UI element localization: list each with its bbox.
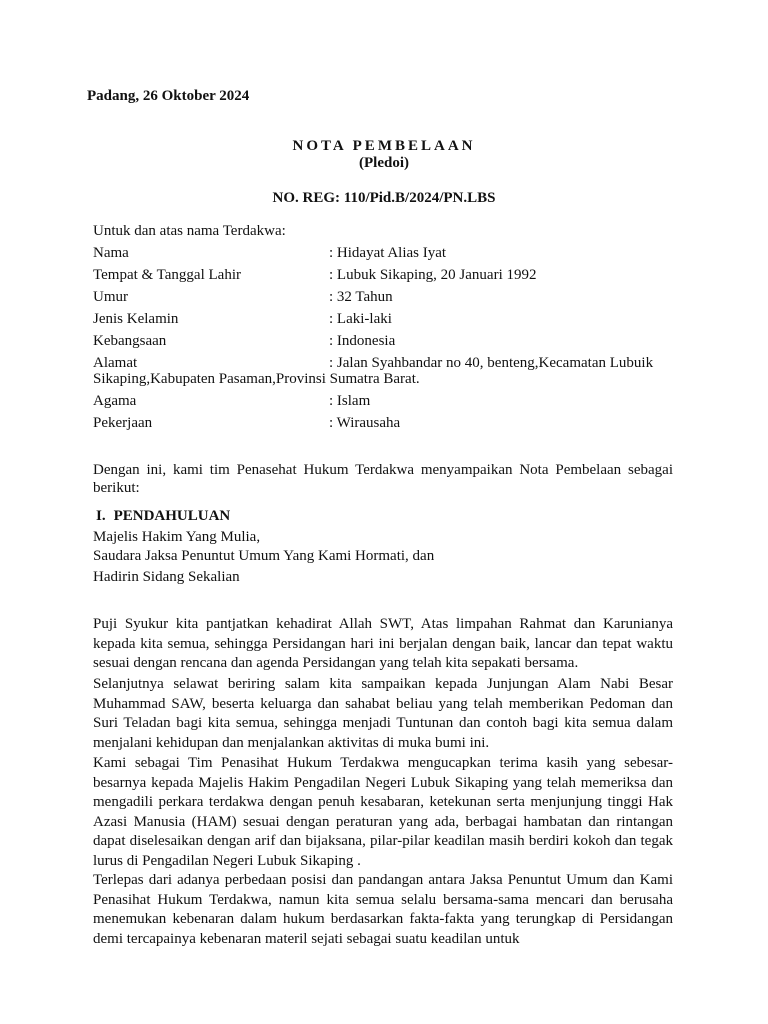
body-paragraph: Puji Syukur kita pantjatkan kehadirat Allah SWT, Atas limpahan Rahmat dan Karunianya kepada kita semua, sehingga Persidangan hari ini berjalan dengan baik, lancar dan tepat waktu sesuai dengan rencana dan agenda Persidangan yang telah kita sepakati bersama. — [93, 616, 673, 671]
field-value: : Wirausaha — [329, 415, 401, 431]
field-value-continuation: Sikaping,Kabupaten Pasaman,Provinsi Sumatra Barat. — [93, 371, 420, 387]
registration-number: NO. REG: 110/Pid.B/2024/PN.LBS — [272, 190, 496, 206]
body-paragraph: Kami sebagai Tim Penasihat Hukum Terdakwa mengucapkan terima kasih yang sebesar-besarnya kepada Majelis Hakim Pengadilan Negeri Lubuk Sikaping yang telah memeriksa dan mengadili perkara terdakwa dengan penuh kesabaran, ketekunan serta menjunjung tinggi Hak Azasi Manusia (HAM) sesuai dengan peraturan yang ada, berbagai hambatan dan rintangan dapat diselesaikan dengan arif dan bijaksana, pilar-pilar keadilan masih berdiri kokoh dan tegak lurus di Pengadilan Negeri Lubuk Sikaping . — [93, 755, 673, 869]
document-subtitle: (Pledoi) — [359, 155, 409, 171]
field-value: : Indonesia — [329, 333, 396, 349]
field-value: : Hidayat Alias Iyat — [329, 245, 447, 261]
field-value: : 32 Tahun — [329, 289, 393, 305]
field-value: : Islam — [329, 393, 371, 409]
field-value: : Laki-laki — [329, 311, 392, 327]
body-paragraph: Terlepas dari adanya perbedaan posisi dan pandangan antara Jaksa Penuntut Umum dan Kami Penasihat Hukum Terdakwa, namun kita semua selalu bersama-sama mencari dan berusaha menemukan kebenaran dalam hukum berdasarkan fakta-fakta yang terungkap di Persidangan demi tercapainya kebenaran materil sejati sebagai suatu keadilan untuk — [93, 872, 673, 947]
document-title: NOTA PEMBELAAN — [292, 138, 476, 154]
field-label: Pekerjaan — [93, 415, 153, 431]
section-title: PENDAHULUAN — [113, 508, 231, 524]
place-date: Padang, 26 Oktober 2024 — [87, 88, 250, 104]
greeting-line: Saudara Jaksa Penuntut Umum Yang Kami Hormati, dan — [93, 548, 435, 564]
field-label: Nama — [93, 245, 129, 261]
body-paragraph: Selanjutnya selawat beriring salam kita sampaikan kepada Junjungan Alam Nabi Besar Muhammad SAW, beserta keluarga dan sahabat beliau yang telah memberikan Pedoman dan Suri Teladan bagi kita semua, sehingga menjadi Tuntunan dan contoh bagi kita semua dalam menjalani kehidupan dan menjalankan aktivitas di muka bumi ini. — [93, 676, 673, 751]
defendant-intro: Untuk dan atas nama Terdakwa: — [93, 223, 286, 239]
field-value: : Lubuk Sikaping, 20 Januari 1992 — [329, 267, 537, 283]
field-label: Kebangsaan — [93, 333, 167, 349]
greeting-line: Majelis Hakim Yang Mulia, — [93, 529, 261, 545]
field-label: Jenis Kelamin — [93, 311, 179, 327]
opening-statement: Dengan ini, kami tim Penasehat Hukum Terdakwa menyampaikan Nota Pembelaan sebagai berikut: — [93, 462, 673, 496]
section-number: I. — [96, 508, 106, 524]
field-value: : Jalan Syahbandar no 40, benteng,Kecamatan Lubuik — [329, 355, 654, 371]
field-label: Umur — [93, 289, 128, 305]
greeting-line: Hadirin Sidang Sekalian — [93, 569, 240, 585]
field-label: Agama — [93, 393, 137, 409]
field-label: Alamat — [93, 355, 138, 371]
field-label: Tempat & Tanggal Lahir — [93, 267, 241, 283]
section-heading — [96, 506, 230, 526]
